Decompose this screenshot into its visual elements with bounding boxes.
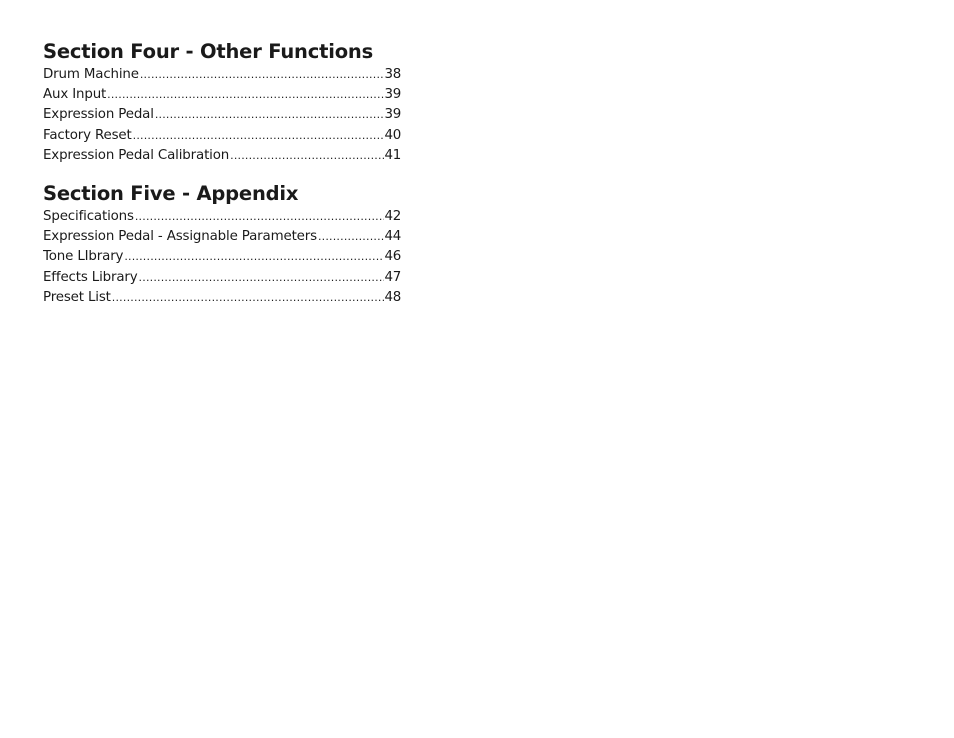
toc-entry-page: 39 [384, 107, 401, 123]
dot-leader [124, 247, 383, 267]
toc-entry-factory-reset[interactable] [43, 126, 401, 146]
toc-entry-expression-pedal[interactable] [43, 105, 401, 125]
toc-entry-specifications[interactable] [43, 207, 401, 227]
toc-entry-label: Drum Machine [43, 67, 139, 82]
toc-entry-assignable-parameters[interactable] [43, 227, 401, 247]
toc-entry-preset-list[interactable] [43, 288, 401, 308]
toc-entry-label: Expression Pedal Calibration [43, 147, 230, 163]
toc-entry-aux-input[interactable] [43, 85, 401, 105]
toc-entry-drum-machine[interactable] [43, 65, 401, 85]
toc-entry-label: Effects Library [43, 269, 138, 285]
toc-entry-page: 38 [384, 67, 401, 82]
section-title: Section Four - Other Functions [43, 40, 373, 63]
dot-leader [112, 288, 384, 308]
toc-entry-page: 46 [384, 249, 401, 265]
toc-entry-tone-library[interactable] [43, 247, 401, 267]
toc-entry-page: 47 [384, 269, 401, 285]
toc-entry-expression-pedal-calibration[interactable] [43, 146, 401, 166]
toc-entry-page: 48 [384, 289, 401, 305]
toc-entry-effects-library[interactable] [43, 268, 401, 288]
toc-section-five [43, 182, 401, 308]
toc-entry-label: Preset List [43, 289, 111, 305]
toc-entry-page: 39 [384, 87, 401, 103]
dot-leader [139, 268, 384, 288]
dot-leader [140, 65, 384, 85]
toc-entry-label: Factory Reset [43, 127, 132, 143]
toc-entry-page: 41 [384, 147, 401, 163]
toc-entry-list [43, 207, 401, 308]
toc-entry-page: 40 [384, 127, 401, 143]
section-title: Section Five - Appendix [43, 181, 299, 205]
toc-entry-page: 44 [384, 229, 401, 245]
dot-leader [230, 146, 383, 166]
toc-section-four [43, 40, 401, 166]
dot-leader [318, 227, 384, 247]
dot-leader [135, 207, 384, 227]
toc-entry-label: Specifications [43, 208, 134, 224]
dot-leader [155, 105, 384, 125]
dot-leader [107, 85, 383, 105]
toc-entry-list [43, 65, 401, 166]
dot-leader [133, 126, 384, 146]
toc-entry-label: Expression Pedal [43, 107, 154, 123]
table-of-contents [43, 40, 401, 308]
toc-entry-page: 42 [384, 208, 401, 224]
toc-entry-label: Tone LIbrary [43, 249, 124, 265]
toc-entry-label: Aux Input [43, 87, 107, 103]
toc-entry-label: Expression Pedal - Assignable Parameters [43, 229, 317, 245]
